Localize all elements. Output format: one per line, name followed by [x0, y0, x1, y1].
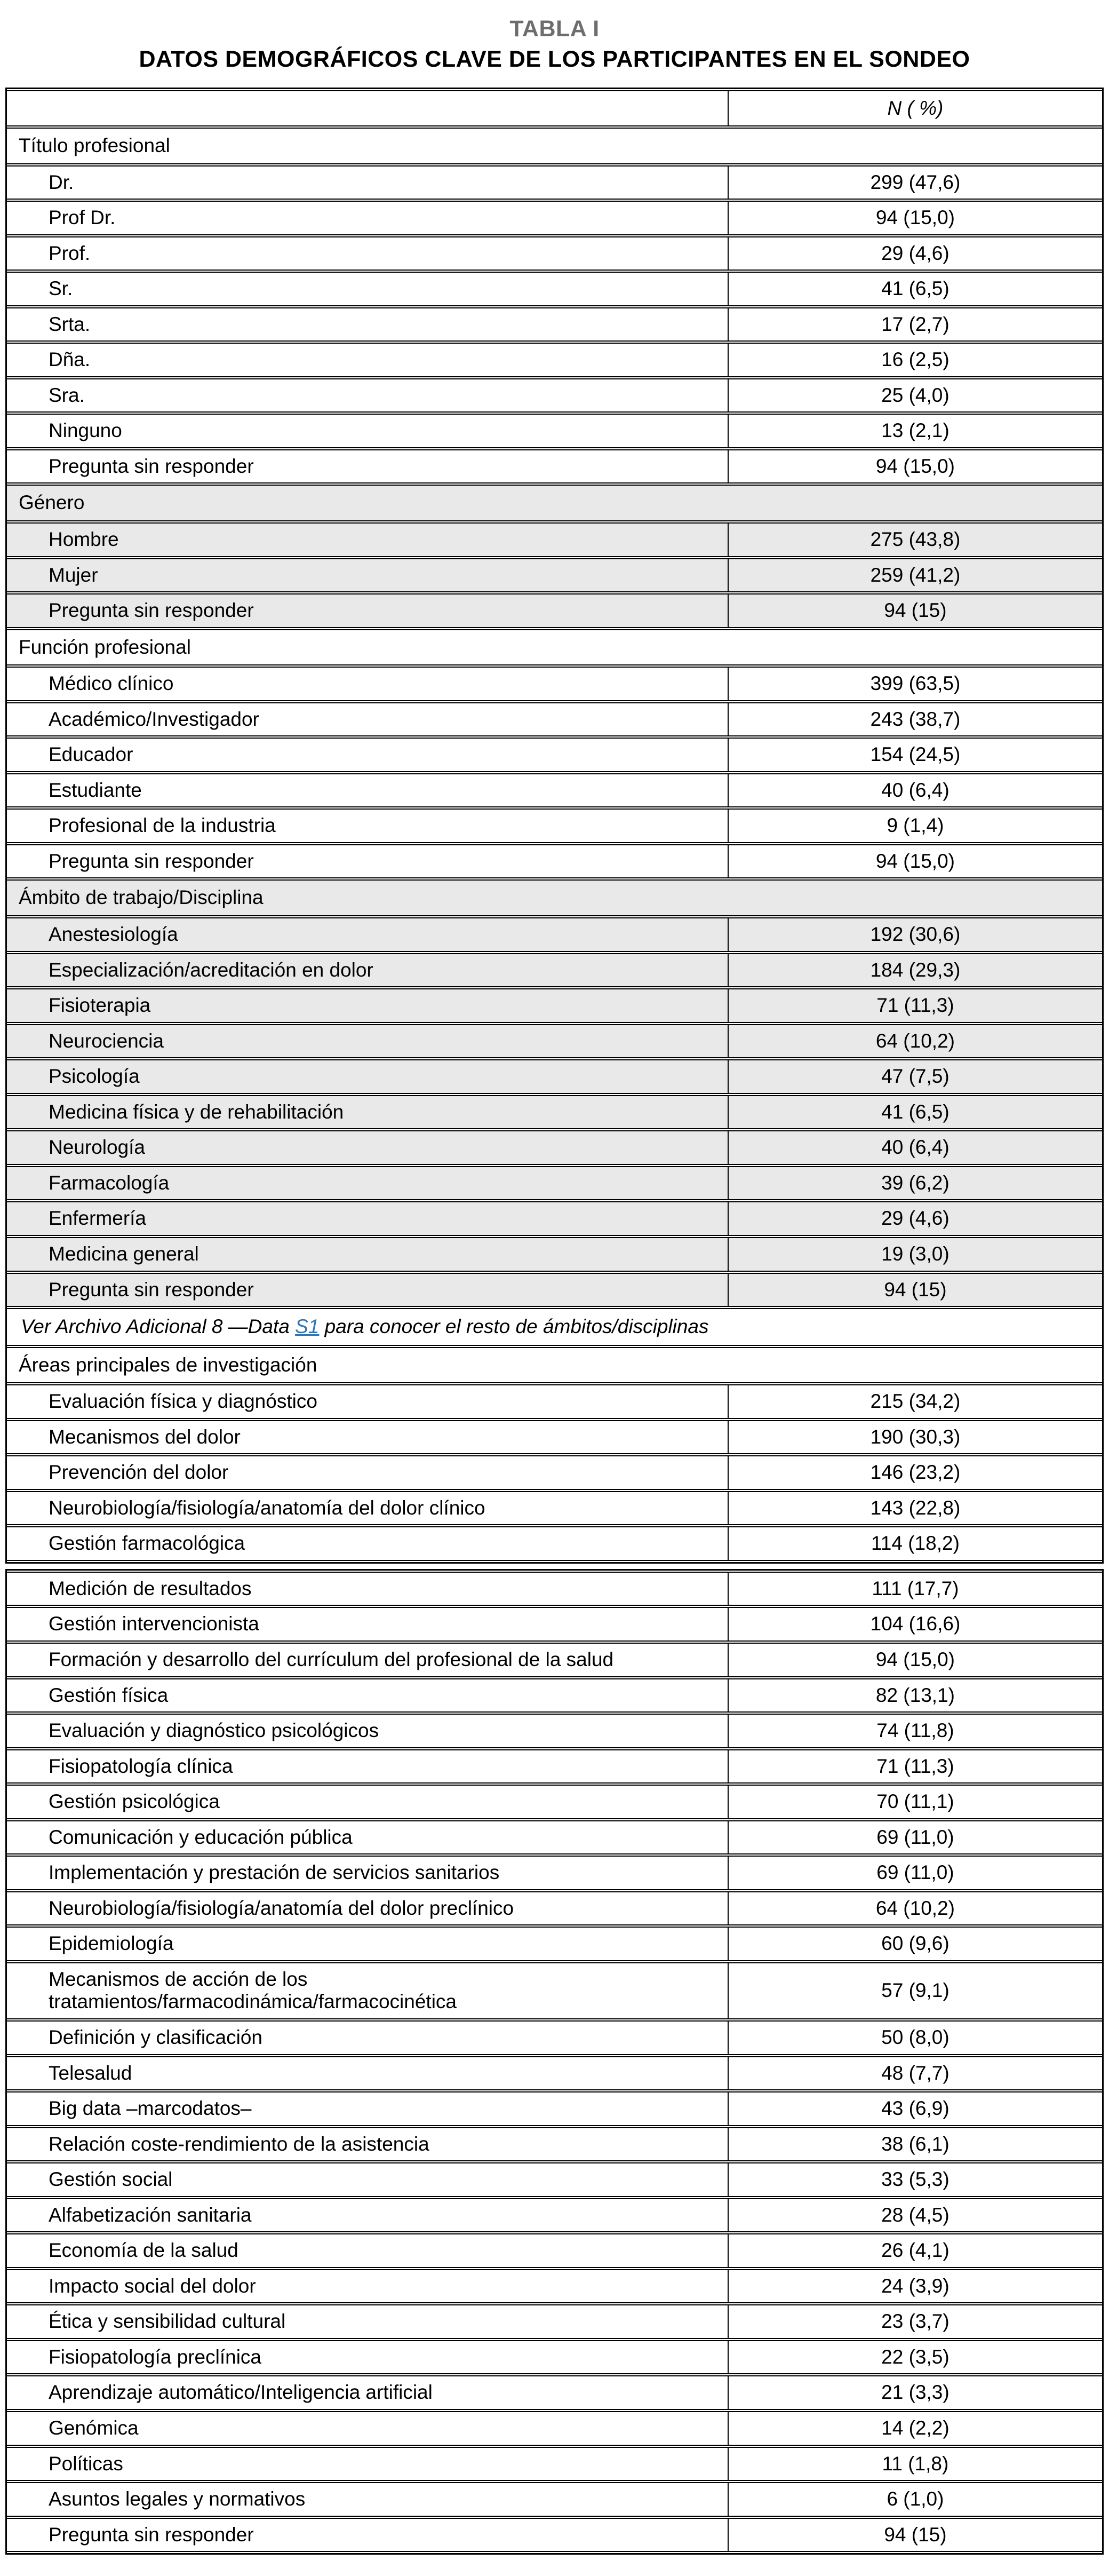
row-value: 24 (3,9) [728, 2269, 1102, 2304]
table-row [7, 522, 1102, 557]
row-value: 190 (30,3) [728, 1420, 1102, 1455]
row-value: 215 (34,2) [728, 1384, 1102, 1419]
table-row [7, 1384, 1102, 1419]
row-label: Implementación y prestación de servicios sanitarios [7, 1856, 728, 1890]
row-label: Aprendizaje automático/Inteligencia artificial [7, 2375, 728, 2410]
row-label: Comunicación y educación pública [7, 1820, 728, 1855]
row-value: 399 (63,5) [728, 667, 1102, 701]
row-value: 47 (7,5) [728, 1059, 1102, 1094]
table-row [7, 2020, 1102, 2055]
row-value: 9 (1,4) [728, 809, 1102, 843]
table-row [7, 2091, 1102, 2126]
row-label: Gestión social [7, 2162, 728, 2197]
row-value: 28 (4,5) [728, 2198, 1102, 2233]
table-row [7, 2482, 1102, 2517]
row-label: Pregunta sin responder [7, 2518, 728, 2553]
table-row [7, 414, 1102, 448]
table-row [7, 809, 1102, 843]
row-value: 275 (43,8) [728, 522, 1102, 557]
row-label: Psicología [7, 1059, 728, 1094]
row-value: 16 (2,5) [728, 343, 1102, 377]
row-label: Fisiopatología clínica [7, 1749, 728, 1784]
table-row [7, 2304, 1102, 2339]
row-label: Neurociencia [7, 1024, 728, 1059]
note-suffix: para conocer el resto de ámbitos/disciplinas [319, 1315, 709, 1338]
table-row [7, 1643, 1102, 1677]
row-value: 94 (15,0) [728, 1643, 1102, 1677]
row-label: Relación coste-rendimiento de la asistencia [7, 2127, 728, 2162]
table-row [7, 558, 1102, 593]
row-value: 13 (2,1) [728, 414, 1102, 448]
row-label: Definición y clasificación [7, 2020, 728, 2055]
table-row [7, 1237, 1102, 1272]
table-row [7, 917, 1102, 952]
table-row [7, 702, 1102, 737]
row-label: Formación y desarrollo del currículum del profesional de la salud [7, 1643, 728, 1677]
table-row [7, 307, 1102, 342]
row-label: Mujer [7, 558, 728, 593]
row-value: 48 (7,7) [728, 2056, 1102, 2091]
row-value: 43 (6,9) [728, 2091, 1102, 2126]
row-label: Dña. [7, 343, 728, 377]
row-value: 41 (6,5) [728, 272, 1102, 306]
row-label: Pregunta sin responder [7, 593, 728, 628]
row-label: Ética y sensibilidad cultural [7, 2304, 728, 2339]
table-row [7, 2198, 1102, 2233]
row-value: 94 (15) [728, 593, 1102, 628]
row-value: 111 (17,7) [728, 1572, 1102, 1606]
table-row [7, 844, 1102, 879]
row-label: Evaluación física y diagnóstico [7, 1384, 728, 1419]
row-label: Pregunta sin responder [7, 1273, 728, 1307]
row-value: 114 (18,2) [728, 1526, 1102, 1561]
table-row [7, 1820, 1102, 1855]
row-label: Alfabetización sanitaria [7, 2198, 728, 2233]
row-value: 243 (38,7) [728, 702, 1102, 737]
row-label: Pregunta sin responder [7, 844, 728, 879]
row-value: 74 (11,8) [728, 1714, 1102, 1748]
row-label: Prof. [7, 236, 728, 271]
data-s1-link[interactable]: S1 [295, 1315, 320, 1338]
row-value: 64 (10,2) [728, 1891, 1102, 1926]
row-value: 94 (15) [728, 1273, 1102, 1307]
table-row [7, 449, 1102, 484]
section-label: Título profesional [7, 128, 1102, 164]
table-row [7, 272, 1102, 306]
row-label: Farmacología [7, 1166, 728, 1201]
row-label: Médico clínico [7, 667, 728, 701]
table-row [7, 1491, 1102, 1526]
header-empty-cell [7, 90, 728, 126]
row-value: 38 (6,1) [728, 2127, 1102, 2162]
table-row [7, 738, 1102, 772]
row-label: Sr. [7, 272, 728, 306]
row-label: Fisiopatología preclínica [7, 2340, 728, 2375]
row-label: Srta. [7, 307, 728, 342]
table-row [7, 1420, 1102, 1455]
table-row [7, 1273, 1102, 1307]
table-row [7, 165, 1102, 200]
table-row [7, 953, 1102, 988]
row-value: 71 (11,3) [728, 1749, 1102, 1784]
section-row [7, 629, 1102, 666]
row-value: 40 (6,4) [728, 1130, 1102, 1165]
row-label: Neurobiología/fisiología/anatomía del dolor preclínico [7, 1891, 728, 1926]
row-value: 82 (13,1) [728, 1678, 1102, 1713]
row-label: Políticas [7, 2447, 728, 2482]
table-row [7, 2340, 1102, 2375]
section-row [7, 1347, 1102, 1384]
row-value: 69 (11,0) [728, 1820, 1102, 1855]
row-value: 104 (16,6) [728, 1607, 1102, 1642]
table-row [7, 1678, 1102, 1713]
section-label: Función profesional [7, 629, 1102, 666]
row-label: Medicina general [7, 1237, 728, 1272]
row-label: Hombre [7, 522, 728, 557]
row-label: Dr. [7, 165, 728, 200]
note-prefix: Ver Archivo Adicional 8 —Data [21, 1315, 296, 1338]
row-value: 40 (6,4) [728, 773, 1102, 808]
row-value: 11 (1,8) [728, 2447, 1102, 2482]
row-label: Fisioterapia [7, 988, 728, 1023]
row-label: Impacto social del dolor [7, 2269, 728, 2304]
table-row [7, 593, 1102, 628]
table-row [7, 667, 1102, 701]
row-value: 259 (41,2) [728, 558, 1102, 593]
table-row [7, 1749, 1102, 1784]
row-label: Asuntos legales y normativos [7, 2482, 728, 2517]
table-row [7, 1059, 1102, 1094]
row-label: Genómica [7, 2411, 728, 2446]
table-row [7, 1130, 1102, 1165]
row-label: Especialización/acreditación en dolor [7, 953, 728, 988]
header-row [7, 90, 1102, 126]
row-value: 60 (9,6) [728, 1927, 1102, 1961]
row-value: 23 (3,7) [728, 2304, 1102, 2339]
row-value: 71 (11,3) [728, 988, 1102, 1023]
table-row [7, 2375, 1102, 2410]
row-value: 21 (3,3) [728, 2375, 1102, 2410]
row-value: 6 (1,0) [728, 2482, 1102, 2517]
row-value: 64 (10,2) [728, 1024, 1102, 1059]
row-label: Big data –marcodatos– [7, 2091, 728, 2126]
table-row [7, 1607, 1102, 1642]
table-row [7, 2233, 1102, 2268]
section-row [7, 485, 1102, 521]
row-label: Gestión psicológica [7, 1785, 728, 1819]
section-label: Ámbito de trabajo/Disciplina [7, 879, 1102, 916]
table-row [7, 1095, 1102, 1130]
table-split-gap [5, 1564, 1104, 1569]
table-row [7, 1166, 1102, 1201]
row-value: 25 (4,0) [728, 378, 1102, 413]
table-row [7, 378, 1102, 413]
table-row [7, 1856, 1102, 1890]
row-value: 94 (15,0) [728, 201, 1102, 235]
section-label: Áreas principales de investigación [7, 1347, 1102, 1384]
section-row [7, 879, 1102, 916]
note-text [7, 1308, 1102, 1346]
table-row [7, 1572, 1102, 1606]
row-label: Prof Dr. [7, 201, 728, 235]
table-row [7, 1024, 1102, 1059]
demographics-table-part-1 [5, 88, 1104, 1564]
row-label: Sra. [7, 378, 728, 413]
header-n-percent-label: N ( %) [728, 90, 1102, 126]
row-value: 154 (24,5) [728, 738, 1102, 772]
row-label: Profesional de la industria [7, 809, 728, 843]
demographics-table-part-2 [5, 1569, 1104, 2555]
row-value: 14 (2,2) [728, 2411, 1102, 2446]
row-value: 39 (6,2) [728, 1166, 1102, 1201]
row-value: 94 (15,0) [728, 844, 1102, 879]
row-label: Pregunta sin responder [7, 449, 728, 484]
table-row [7, 2447, 1102, 2482]
row-label: Epidemiología [7, 1927, 728, 1961]
row-value: 192 (30,6) [728, 917, 1102, 952]
row-value: 19 (3,0) [728, 1237, 1102, 1272]
row-label: Neurobiología/fisiología/anatomía del dolor clínico [7, 1491, 728, 1526]
row-value: 143 (22,8) [728, 1491, 1102, 1526]
table-subtitle: DATOS DEMOGRÁFICOS CLAVE DE LOS PARTICIPANTES EN EL SONDEO [139, 46, 970, 72]
row-value: 26 (4,1) [728, 2233, 1102, 2268]
table-row [7, 2518, 1102, 2553]
row-label: Mecanismos del dolor [7, 1420, 728, 1455]
row-label: Estudiante [7, 773, 728, 808]
table-row [7, 1714, 1102, 1748]
table-row [7, 1891, 1102, 1926]
row-value: 50 (8,0) [728, 2020, 1102, 2055]
row-label: Ninguno [7, 414, 728, 448]
row-value: 33 (5,3) [728, 2162, 1102, 2197]
row-value: 94 (15) [728, 2518, 1102, 2553]
section-row [7, 128, 1102, 164]
row-value: 29 (4,6) [728, 236, 1102, 271]
row-label: Medición de resultados [7, 1572, 728, 1606]
row-value: 146 (23,2) [728, 1455, 1102, 1490]
table-row [7, 236, 1102, 271]
row-value: 94 (15,0) [728, 449, 1102, 484]
row-value: 184 (29,3) [728, 953, 1102, 988]
row-label: Anestesiología [7, 917, 728, 952]
row-label: Telesalud [7, 2056, 728, 2091]
note-row [7, 1308, 1102, 1346]
table-row [7, 773, 1102, 808]
row-value: 41 (6,5) [728, 1095, 1102, 1130]
row-value: 22 (3,5) [728, 2340, 1102, 2375]
row-label: Medicina física y de rehabilitación [7, 1095, 728, 1130]
table-row [7, 1526, 1102, 1561]
row-label: Gestión farmacológica [7, 1526, 728, 1561]
table-row [7, 2269, 1102, 2304]
table-number-title: TABLA I [509, 16, 600, 42]
table-row [7, 988, 1102, 1023]
row-label: Neurología [7, 1130, 728, 1165]
row-label: Prevención del dolor [7, 1455, 728, 1490]
row-label: Evaluación y diagnóstico psicológicos [7, 1714, 728, 1748]
row-value: 29 (4,6) [728, 1201, 1102, 1236]
row-label: Educador [7, 738, 728, 772]
row-label: Gestión física [7, 1678, 728, 1713]
table-row [7, 2056, 1102, 2091]
table-row [7, 1927, 1102, 1961]
row-value: 299 (47,6) [728, 165, 1102, 200]
row-value: 69 (11,0) [728, 1856, 1102, 1890]
row-label: Enfermería [7, 1201, 728, 1236]
table-row [7, 201, 1102, 235]
table-row [7, 2411, 1102, 2446]
table-row [7, 1201, 1102, 1236]
table-row [7, 1785, 1102, 1819]
table-row [7, 1455, 1102, 1490]
row-value: 17 (2,7) [728, 307, 1102, 342]
row-label: Académico/Investigador [7, 702, 728, 737]
table-row [7, 1962, 1102, 2019]
row-label: Gestión intervencionista [7, 1607, 728, 1642]
row-value: 57 (9,1) [728, 1962, 1102, 2019]
row-label: Mecanismos de acción de los tratamientos/farmacodinámica/farmacocinética [7, 1962, 728, 2019]
section-label: Género [7, 485, 1102, 521]
row-label: Economía de la salud [7, 2233, 728, 2268]
row-value: 70 (11,1) [728, 1785, 1102, 1819]
table-row [7, 343, 1102, 377]
table-row [7, 2162, 1102, 2197]
table-row [7, 2127, 1102, 2162]
